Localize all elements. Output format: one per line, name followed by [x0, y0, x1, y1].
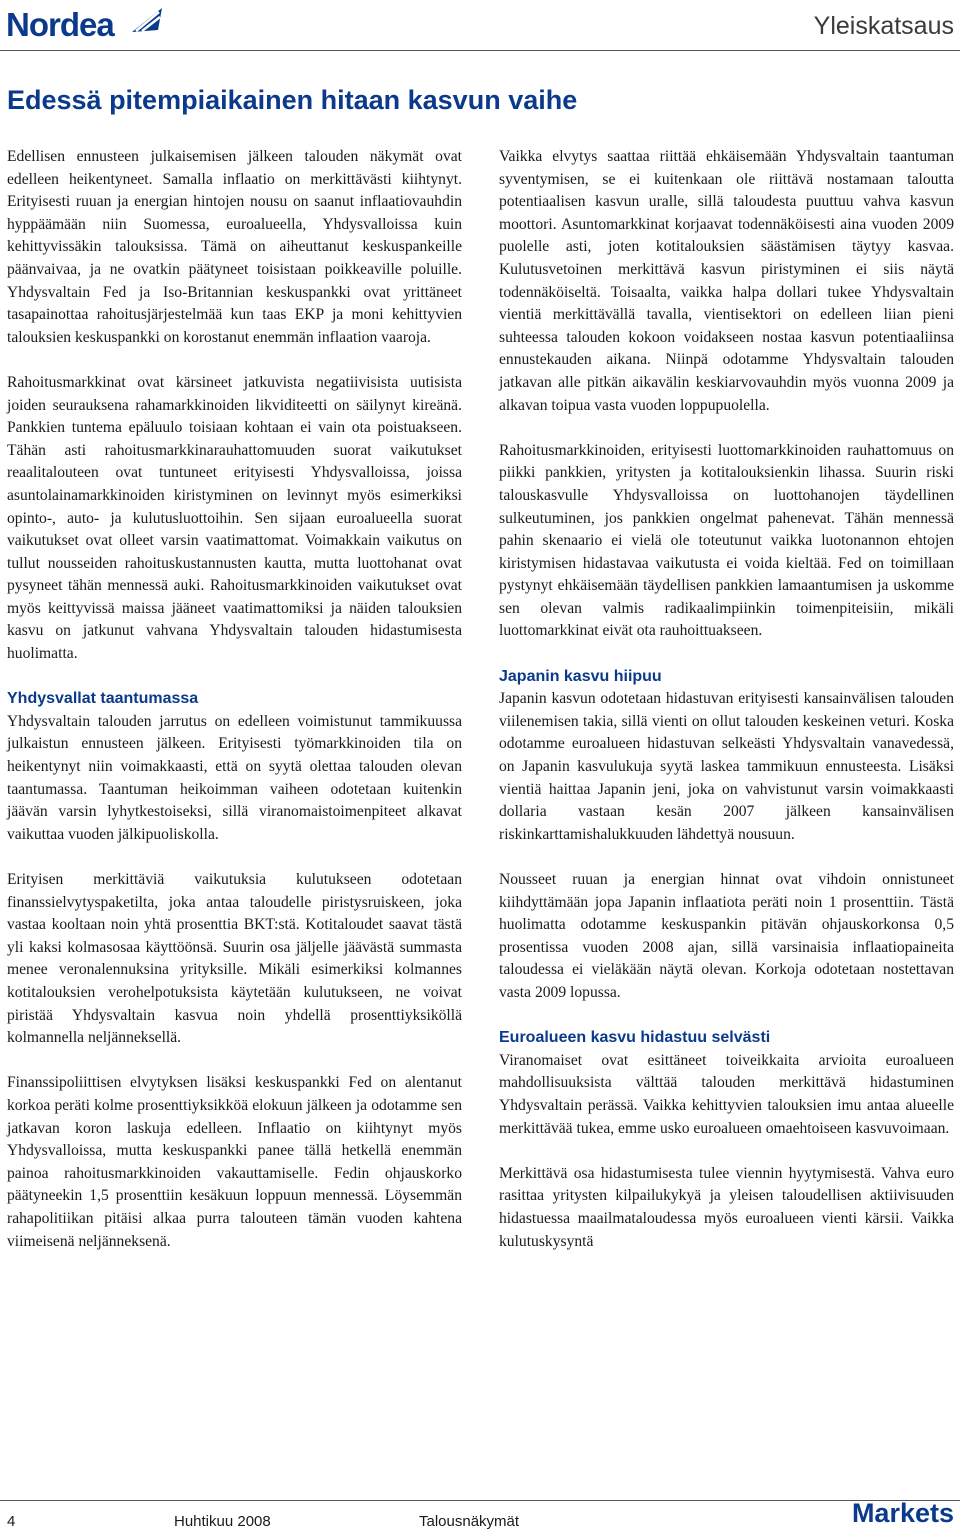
footer-divider	[0, 1500, 960, 1501]
section-heading-usa: Yhdysvallat taantumassa	[7, 690, 199, 708]
paragraph: Merkittävä osa hidastumisesta tulee viennin hyytymisestä. Vahva euro rasittaa yritysten kilpailukykyä ja yleisen taloudellisen aktiivisuuden hidastuessa maailmataloudessa myös euroalueen vienti kärsii. Vaikka kulutuskysyntä	[499, 1164, 954, 1250]
paragraph: Edellisen ennusteen julkaisemisen jälkeen talouden näkymät ovat edelleen heikentyneet. Samalla inflaatio on merkittävästi kiihtynyt. Erityisesti ruuan ja energian hintojen nousu on saanut inflaatiovauhdin hyppäämään niin Suomessa, euroalueella, Yhdysvalloissa kuin kehittyvissäkin talouksissa. Tämä on aiheuttanut keskuspankeille päänvaivaa, ja ne ovatkin päätyneet toisistaan poikkeaville poluille. Yhdysvaltain Fed ja Iso-Britannian keskuspankki ovat yrittäneet tasapainottaa rahoitusjärjestelmää kun taas EKP ja moni kehittyvien talouksien keskuspankki on korostanut enemmän inflaation vaaroja.	[7, 148, 462, 346]
paragraph: Yhdysvaltain talouden jarrutus on edelleen voimistunut tammikuussa julkaistun ennusteen jälkeen. Erityisesti työmarkkinoiden tila on heikentynyt niin voimakkaasti, että on syytä olettaa talouden olevan taantumassa. Taantuman heikoimman vaiheen odotetaan kuitenkin jäävän varsin lyhytkestoiseksi, sillä viranomaistoimenpiteet alkavat vaikuttaa vuoden jälkipuoliskolla.	[7, 712, 462, 843]
footer-date: Huhtikuu 2008	[174, 1513, 271, 1530]
markets-logo: Markets	[851, 1498, 954, 1528]
paragraph: Japanin kasvun odotetaan hidastuvan erityisesti kansainvälisen talouden viilenemisen takia, sillä vienti on ollut talouden keskeinen veturi. Koska odotamme euroalueen hidastuvan selkeästi Yhdysvaltain vanavedessä, on Japanin kasvulukuja syytä laskea tammikuun ennusteesta. Lisäksi vientiä haittaa Japanin jeni, joka on vahvistunut varsin voimakkaasti dollaria vastaan kesän 2007 jälkeen kansainvälisen riskinkarttamishalukkuuden lähdettyä nousuun.	[499, 690, 954, 843]
logo-text: Nordea	[6, 6, 114, 43]
section-label: Yleiskatsaus	[813, 12, 954, 40]
paragraph: Erityisen merkittäviä vaikutuksia kulutukseen odotetaan finanssielvytyspaketilta, joka antaa taloudelle piristysruiskeen, joka vastaa kooltaan noin yhtä prosenttia BKT:stä. Kotitaloudet saavat tästä yli kaksi kolmasosaa käyttöönsä. Suurin osa jäljelle jäävästä summasta menee veronalennuksina yrityksille. Mikäli esimerkiksi kolmannes kotitalouksien verohelpotuksista käytetään kulutukseen, ne voivat piristää Yhdysvaltain kasvua noin yhdellä prosenttiyksiköllä kolmannella neljänneksellä.	[7, 871, 462, 1047]
footer-publication: Talousnäkymät	[419, 1513, 520, 1530]
section-heading-euro: Euroalueen kasvu hidastuu selvästi	[499, 1029, 771, 1047]
page-number: 4	[7, 1513, 16, 1530]
paragraph: Rahoitusmarkkinoiden, erityisesti luottomarkkinoiden rauhattomuus on piikki pankkien, yritysten ja kotitalouksienkin lihassa. Suurin riski talouskasvulle Yhdysvalloissa on luottohanojen täydellinen sulkeutuminen, jos pankkien ongelmat pahenevat. Tähän mennessä pahin skenaario ei vielä ole toteutunut vaikka luotonannon ehtojen kiristymisen hidastavaa vaikutusta ei voida kieltää. Fed on toimillaan pystynyt ehkäisemään täydellisen pankkien lamaantumisen ja uskomme sen olevan valmis radikaalimpiinkin toimenpiteisiin, mikäli luottomarkkinat eivät ota rauhoittuakseen.	[499, 441, 954, 640]
header-divider	[0, 50, 960, 51]
left-column	[7, 146, 462, 1276]
paragraph: Viranomaiset ovat esittäneet toiveikkaita arvioita euroalueen mahdollisuuksista välttää talouden merkittävä hidastuminen Yhdysvaltain perässä. Vaikka kehittyvien talouksien imu antaa alueelle merkittävää tukea, emme usko euroalueen omaehtoiseen kasvuvoimaan.	[499, 1051, 954, 1137]
section-heading-japan: Japanin kasvu hiipuu	[499, 667, 662, 685]
right-column	[499, 146, 954, 1276]
paragraph: Finanssipoliittisen elvytyksen lisäksi keskuspankki Fed on alentanut korkoa peräti kolme prosenttiyksikköä elokuun jälkeen ja odotamme sen jatkavan koron laskuja edelleen. Inflaatio on kiihtynyt myös Yhdysvalloissa, mutta keskuspankki panee tällä hetkellä enemmän painoa rahoitusmarkkinoiden vakauttamiselle. Fedin ohjauskorko päätyneekin 1,5 prosenttiin kesäkuun loppuun mennessä. Löysemmän rahapolitiikan pitäisi alkaa purra talouteen tämän vuoden kahtena viimeisenä neljänneksenä.	[7, 1074, 462, 1250]
page-title: Edessä pitempiaikainen hitaan kasvun vaihe	[7, 85, 578, 115]
nordea-logo	[6, 4, 166, 44]
logo-sail-icon	[130, 4, 164, 34]
paragraph: Rahoitusmarkkinat ovat kärsineet jatkuvista negatiivisista uutisista joiden seurauksena rahamarkkinoiden likviditeetti on säilynyt kireänä. Pankkien tuntema epäluulo toisiaan kohtaan ei vain ota poistuakseen. Tähän asti rahoitusmarkkinarauhattomuuden suorat vaikutukset reaalitalouteen ovat tuntuneet erityisesti Yhdysvalloissa, joissa asuntolainamarkkinoiden kiristyminen on levinnyt myös esimerkiksi opinto-, auto- ja kulutusluottoihin. Sen sijaan euroalueella suorat vaikutukset ovat olleet varsin vaatimattomat. Voimakkain vaikutus on tullut nousseiden rahoituskustannusten kautta, mutta luottohanat ovat pysyneet tähän mennessä auki. Rahoitusmarkkinoiden vaikutukset ovat myös keittyvissä maissa jääneet vaatimattomiksi ja näiden talouksien kasvu on jatkunut vahvana Yhdysvaltain talouden hidastumisesta huolimatta.	[7, 373, 462, 663]
paragraph: Nousseet ruuan ja energian hinnat ovat vihdoin onnistuneet kiihdyttämään jopa Japanin inflaatiota peräti noin 1 prosenttiin. Tästä huolimatta odotamme keskuspankin pitävän ohjauskorkonsa 0,5 prosentissa vuoden 2008 ajan, sillä varsinaisia inflaatiopaineita taloudessa ei vieläkään näytä olevan. Korkoja odotetaan nostettavan vasta 2009 lopussa.	[499, 871, 954, 1001]
paragraph: Vaikka elvytys saattaa riittää ehkäisemään Yhdysvaltain taantuman syventymisen, se ei kuitenkaan ole riittävä nostamaan taloutta potentiaalisen kasvun uralle, sillä taloudesta puuttuu vahva kasvun moottori. Asuntomarkkinat korjaavat todennäköisesti aina vuoden 2009 puolelle asti, joten kotitalouksien säästämisen täytyy kasvaa. Kulutusvetoinen merkittävä kasvun piristyminen ei siis näytä todennäköiseltä. Toisaalta, vaikka halpa dollari tukee Yhdysvaltain vientiä merkittävällä tavalla, vientisektori on edelleen liian pieni suhteessa talouden kokoon voidakseen nostaa kasvun potentiaaliinsa ennustekauden aikana. Niinpä odotamme Yhdysvaltain talouden jatkavan alle pitkän aikavälin keskiarvovauhdin myös vuonna 2009 ja alkavan toipua vasta vuoden loppupuolella.	[499, 148, 954, 414]
